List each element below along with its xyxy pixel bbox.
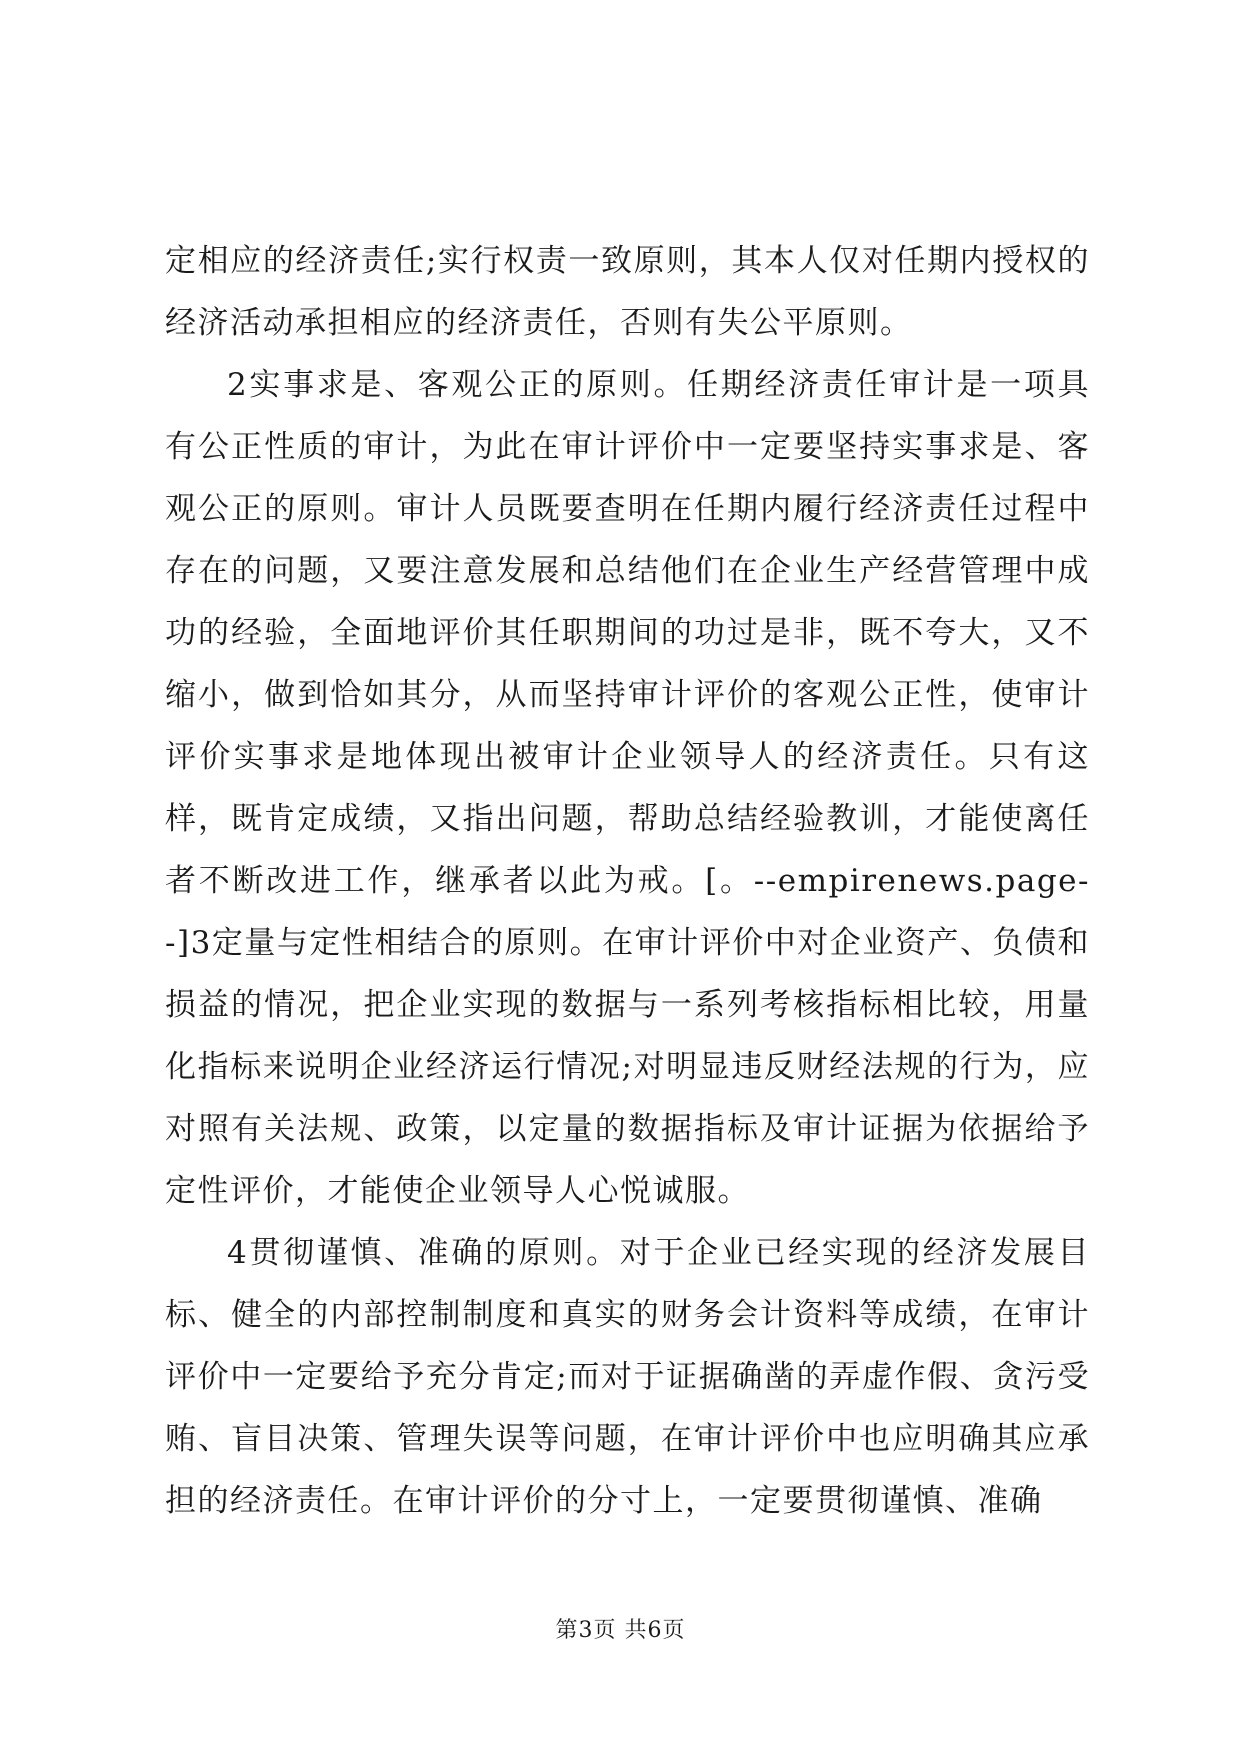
paragraph-principle-4: 4贯彻谨慎、准确的原则。对于企业已经实现的经济发展目标、健全的内部控制制度和真实的财务会计资料等成绩，在审计评价中一定要给予充分肯定;而对于证据确凿的弄虚作假、贪污受贿、盲目决策、管理失误等问题，在审计评价中也应明确其应承担的经济责任。在审计评价的分寸上，一定要贯彻谨慎、准确 (165, 1235, 1090, 1519)
page-footer: 第3页 共6页 (555, 1618, 686, 1643)
document-body (165, 230, 1090, 1532)
paragraph-principle-2-3: 2实事求是、客观公正的原则。任期经济责任审计是一项具有公正性质的审计，为此在审计评价中一定要坚持实事求是、客观公正的原则。审计人员既要查明在任期内履行经济责任过程中存在的问题，又要注意发展和总结他们在企业生产经营管理中成功的经验，全面地评价其任职期间的功过是非，既不夸大，又不缩小，做到恰如其分，从而坚持审计评价的客观公正性，使审计评价实事求是地体现出被审计企业领导人的经济责任。只有这样，既肯定成绩，又指出问题，帮助总结经验教训，才能使离任者不断改进工作，继承者以此为戒。[。--empirenews.page--]3定量与定性相结合的原则。在审计评价中对企业资产、负债和损益的情况，把企业实现的数据与一系列考核指标相比较，用量化指标来说明企业经济运行情况;对明显违反财经法规的行为，应对照有关法规、政策，以定量的数据指标及审计证据为依据给予定性评价，才能使企业领导人心悦诚服。 (165, 367, 1090, 1209)
paragraph-continuation: 定相应的经济责任;实行权责一致原则，其本人仅对任期内授权的经济活动承担相应的经济责任，否则有失公平原则。 (165, 243, 1090, 341)
